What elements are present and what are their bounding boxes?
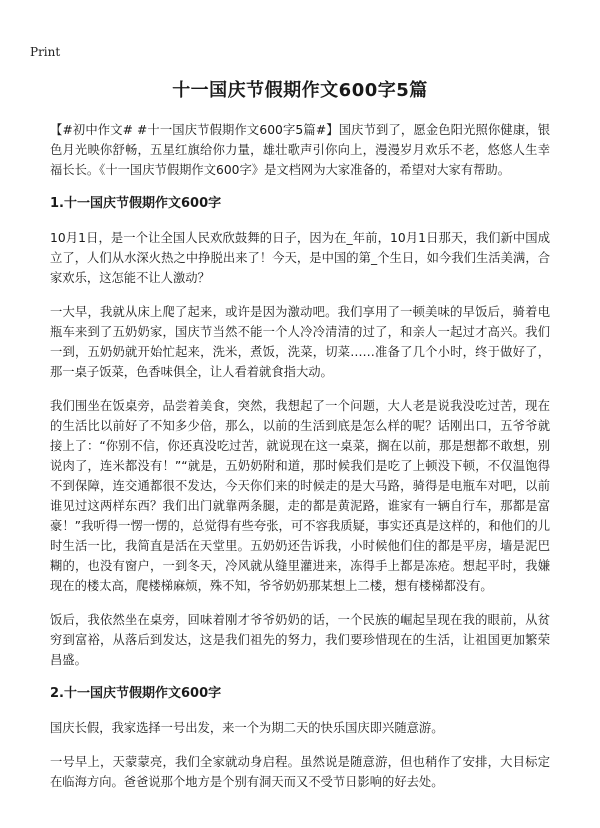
section-heading-1: 1.十一国庆节假期作文600字: [50, 196, 222, 211]
paragraph: 一大早，我就从床上爬了起来，或许是因为激动吧。我们享用了一顿美味的早饭后，骑着电瓶车来到了五奶奶家，国庆节当然不能一个人冷冷清清的过了，和亲人一起过才高兴。我们一到，五奶奶就开始忙起来，洗米，煮饭，洗菜，切菜……准备了几个小时，终于做好了，那一桌子饭菜，色香味俱全，让人看着就食指大动。: [50, 305, 550, 379]
document-body: [50, 76, 550, 806]
paragraph: 饭后，我依然坐在桌旁，回味着刚才爷爷奶奶的话，一个民族的崛起呈现在我的眼前，从贫穷到富裕，从落后到发达，这是我们祖先的努力，我们要珍惜现在的生活，让祖国更加繁荣昌盛。: [50, 613, 550, 667]
page-title: 十一国庆节假期作文600字5篇: [172, 80, 428, 101]
paragraph: 10月1日，是一个让全国人民欢欣鼓舞的日子，因为在_年前，10月1日那天，我们新中国成立了，人们从水深火热之中挣脱出来了！今天，是中国的第_个生日，如今我们生活美满，合家欢乐，这怎能不让人激动？: [50, 231, 550, 285]
paragraph: 国庆长假，我家选择一号出发，来一个为期二天的快乐国庆即兴随意游。: [50, 721, 444, 735]
print-link[interactable]: Print: [30, 45, 61, 59]
paragraph: 我们围坐在饭桌旁，品尝着美食，突然，我想起了一个问题，大人老是说我没吃过苦，现在的生活比以前好了不知多少倍，那么，以前的生活到底是怎么样的呢？话刚出口，五爷爷就接上了：“你别不信，你还真没吃过苦，就说现在这一桌菜，搁在以前，那是想都不敢想，别说肉了，连米都没有！”“就是，五奶奶附和道，那时候我们是吃了上顿没下顿，不仅温饱得不到保障，连交通都很不发达，今天你们来的时候走的是大马路，骑得是电瓶车对吧，以前谁见过这两样东西？我们出门就靠两条腿，走的都是黄泥路，谁家有一辆自行车，那都是富豪！”我听得一愣一愣的，总觉得有些夸张，可不容我质疑，事实还真是这样的，和他们的儿时生活一比，我简直是活在天堂里。五奶奶还告诉我，小时候他们住的都是平房，墙是泥巴糊的，也没有窗户，一到冬天，冷风就从缝里灌进来，冻得手上都是冻疮。想起平时，我嫌现在的楼太高，爬楼梯麻烦，殊不知，爷爷奶奶那某想上二楼，想有楼梯都没有。: [50, 399, 550, 593]
paragraph: 一号早上，天蒙蒙亮，我们全家就动身启程。虽然说是随意游，但也稍作了安排，大目标定在临海方向。爸爸说那个地方是个别有洞天而又不受节日影响的好去处。: [50, 755, 550, 789]
section-heading-2: 2.十一国庆节假期作文600字: [50, 686, 222, 701]
intro-paragraph: 【#初中作文# #十一国庆节假期作文600字5篇#】国庆节到了，愿金色阳光照你健康，银色月光映你舒畅，五星红旗给你力量，雄壮歌声引你向上，漫漫岁月欢乐不老，悠悠人生幸福长长。《十一国庆节假期作文600字》是文档网为大家准备的，希望对大家有帮助。: [50, 123, 550, 177]
